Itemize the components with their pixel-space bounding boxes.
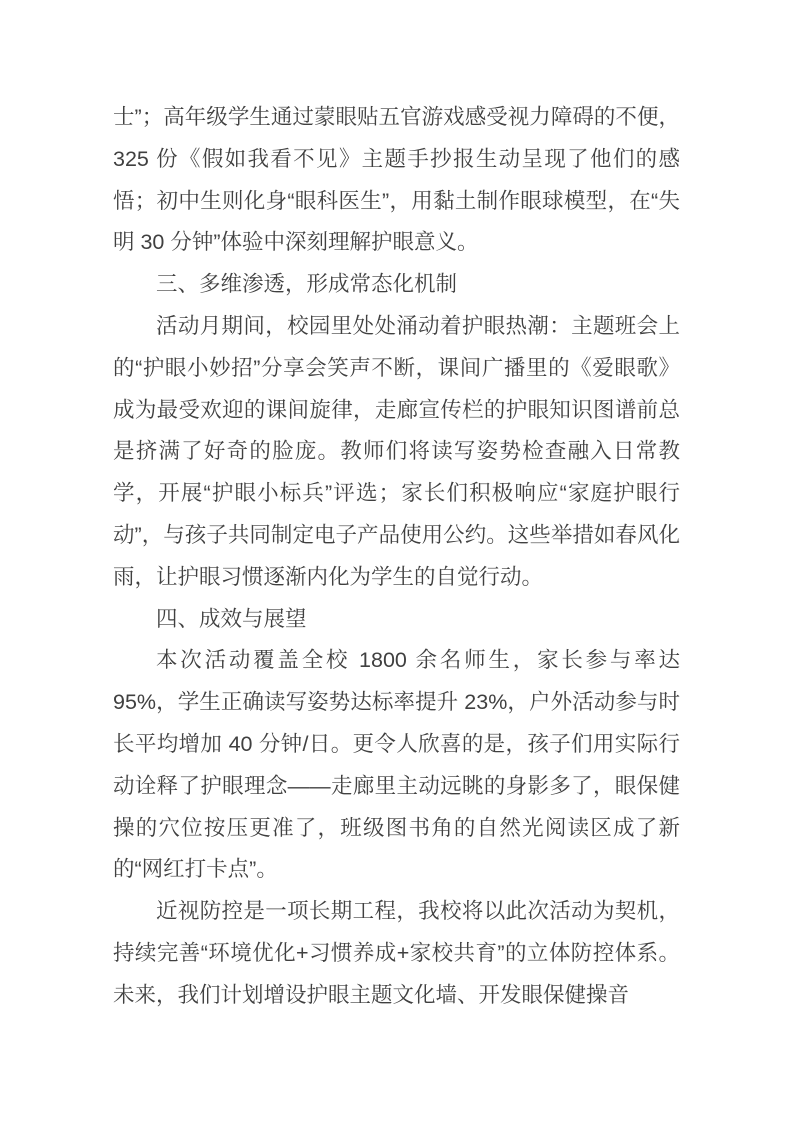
document-text-body bbox=[113, 97, 680, 1017]
paragraph-continuation-blindfold-activities: 士”；高年级学生通过蒙眼贴五官游戏感受视力障碍的不便，325 份《假如我看不见》主题手抄报生动呈现了他们的感悟；初中生则化身“眼科医生”，用黏土制作眼球模型，在“失明 30 分钟”体验中深刻理解护眼意义。 bbox=[113, 105, 680, 255]
paragraph-activity-month-campus: 活动月期间，校园里处处涌动着护眼热潮：主题班会上的“护眼小妙招”分享会笑声不断，课间广播里的《爱眼歌》成为最受欢迎的课间旋律，走廊宣传栏的护眼知识图谱前总是挤满了好奇的脸庞。教师们将读写姿势检查融入日常教学，开展“护眼小标兵”评选；家长们积极响应“家庭护眼行动”，与孩子共同制定电子产品使用公约。这些举措如春风化雨，让护眼习惯逐渐内化为学生的自觉行动。 bbox=[113, 313, 680, 589]
paragraph-results-statistics: 本次活动覆盖全校 1800 余名师生，家长参与率达 95%，学生正确读写姿势达标率提升 23%，户外活动参与时长平均增加 40 分钟/日。更令人欣喜的是，孩子们用实际行动诠释了护眼理念——走廊里主动远眺的身影多了，眼保健操的穴位按压更准了，班级图书角的自然光阅读区成了新的“网红打卡点”。 bbox=[113, 648, 680, 882]
paragraph-future-plans-cutoff: 近视防控是一项长期工程，我校将以此次活动为契机，持续完善“环境优化+习惯养成+家校共育”的立体防控体系。未来，我们计划增设护眼主题文化墙、开发眼保健操音 bbox=[113, 899, 680, 1007]
section-heading-3-multidimensional-mechanism: 三、多维渗透，形成常态化机制 bbox=[156, 272, 458, 297]
section-heading-4-results-outlook: 四、成效与展望 bbox=[156, 606, 307, 631]
